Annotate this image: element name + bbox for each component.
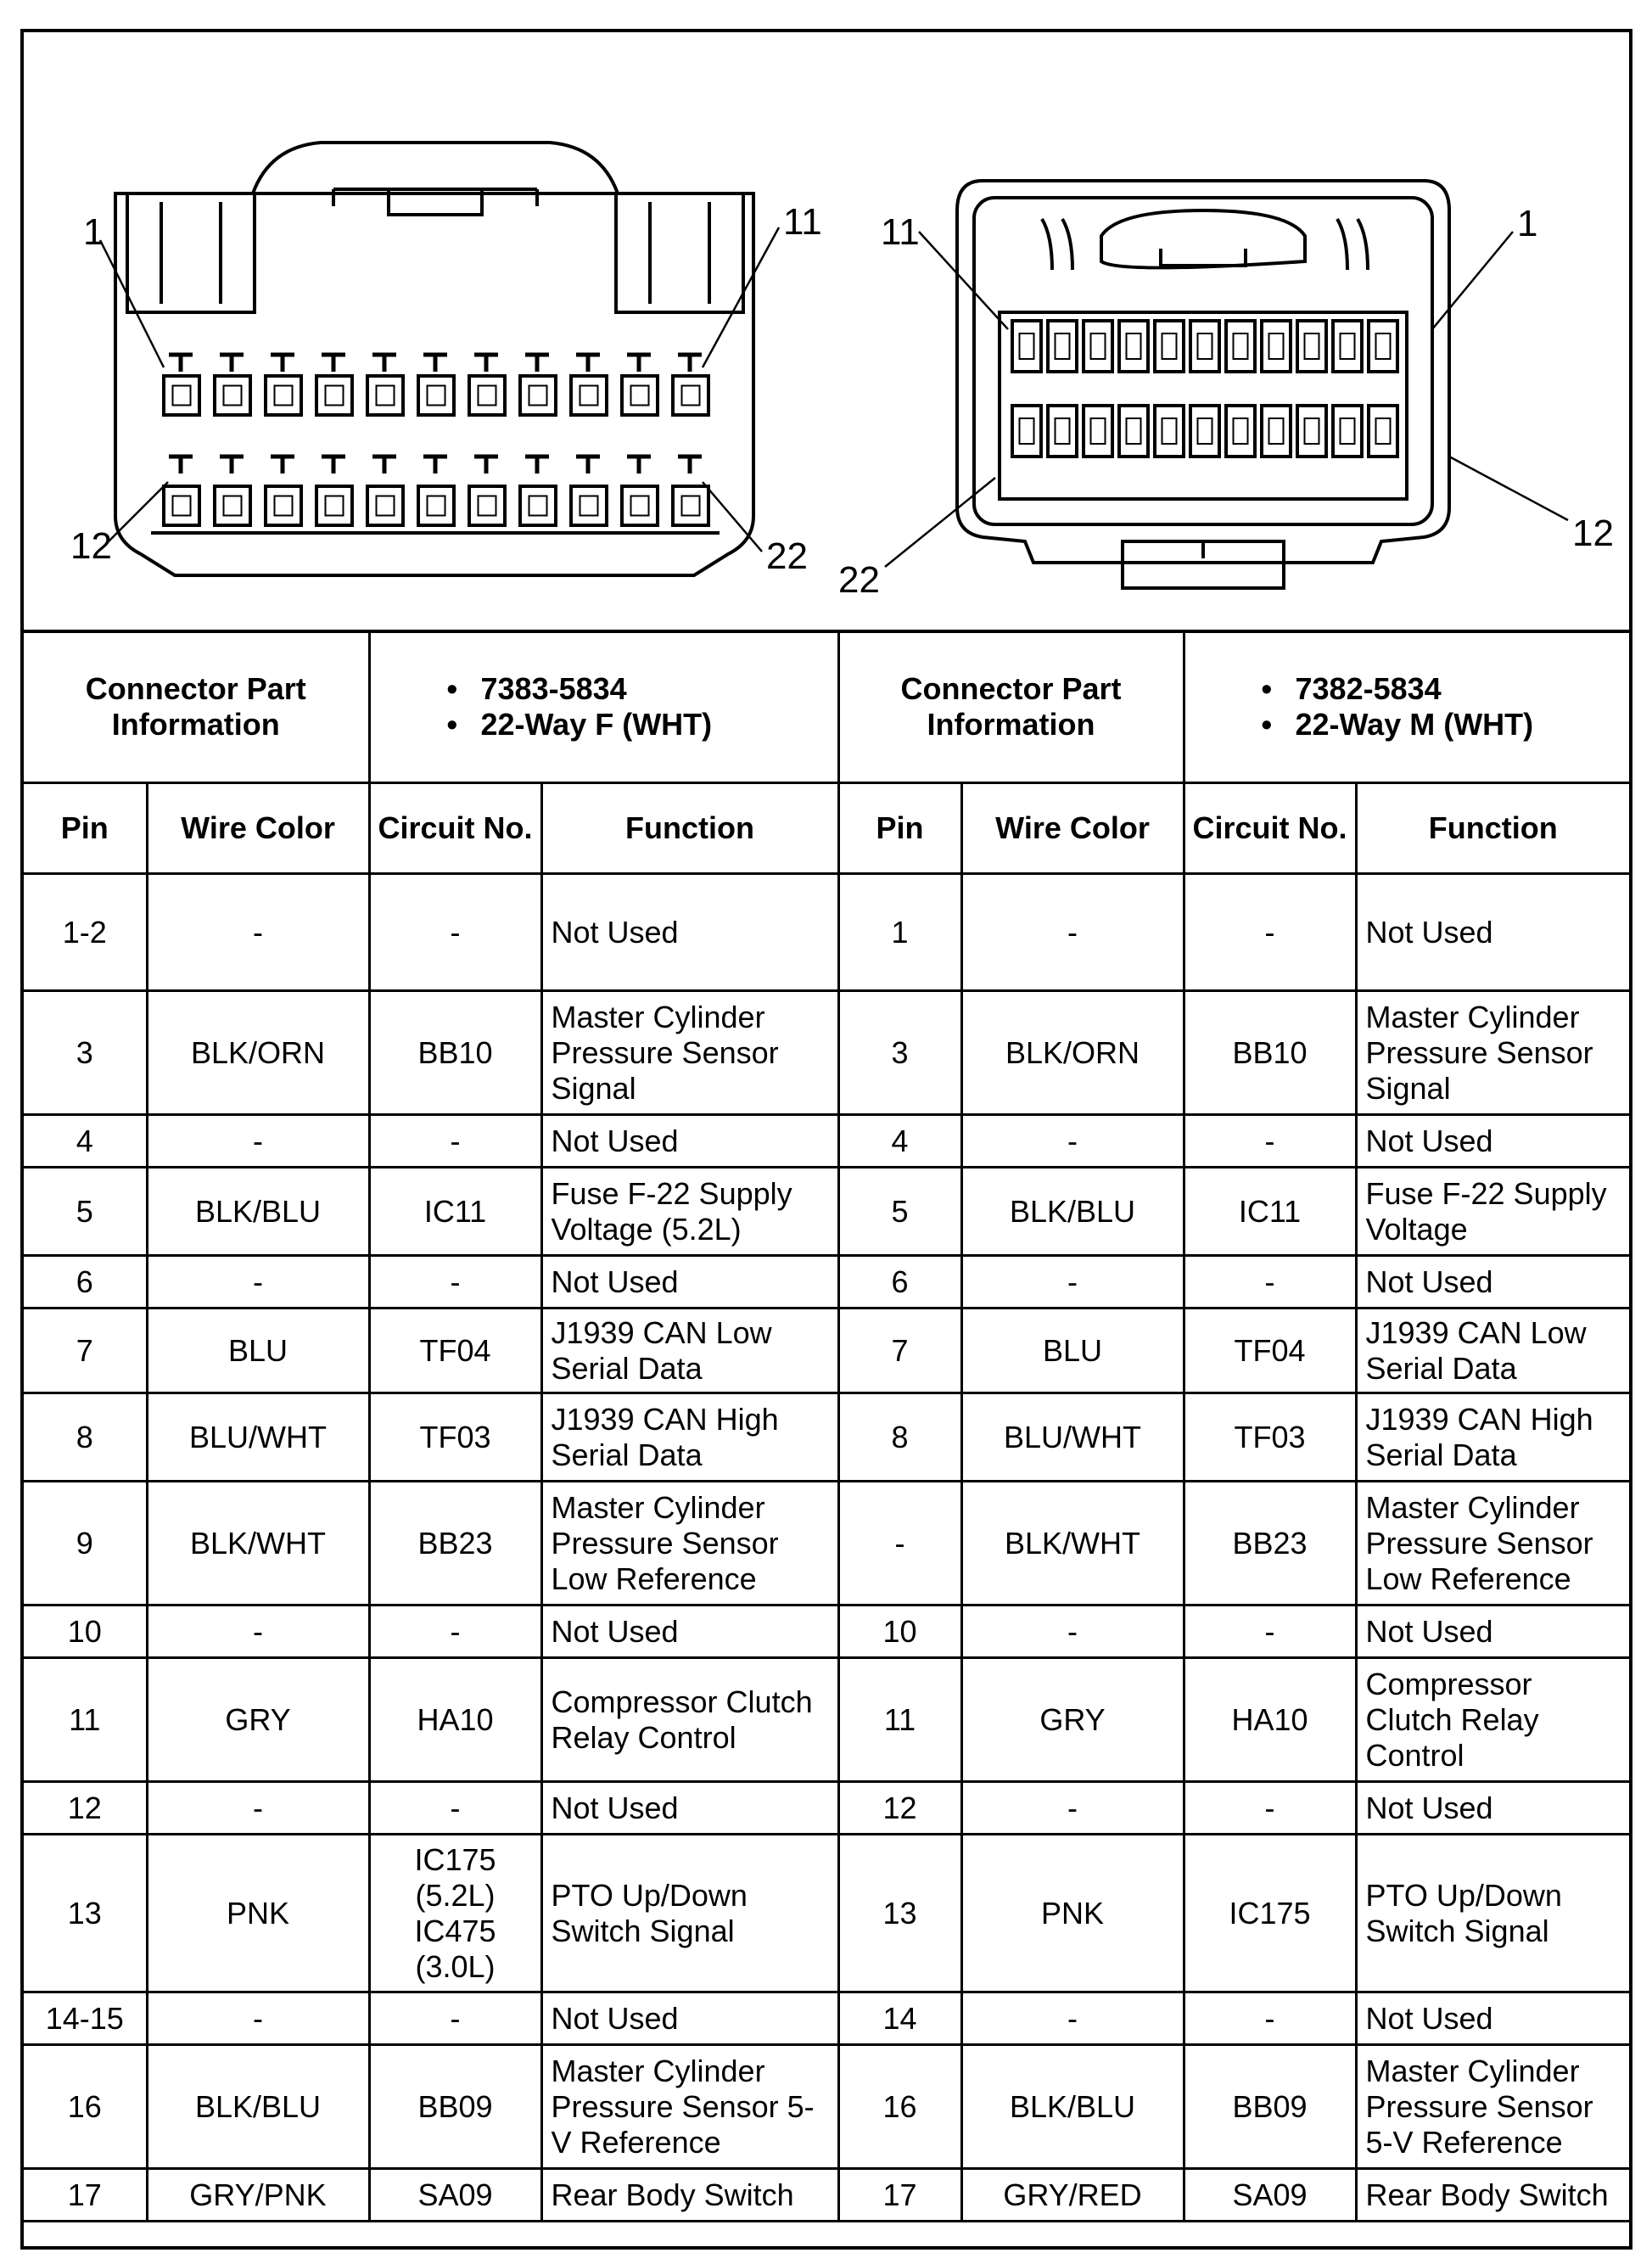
left-function-cell: Fuse F-22 Supply Voltage (5.2L) bbox=[541, 1168, 838, 1256]
col-header-pin: Pin bbox=[24, 783, 147, 874]
female-cavity-12-contact bbox=[173, 496, 191, 516]
left-wire-color-cell: BLK/BLU bbox=[147, 1168, 369, 1256]
left-function-cell: Not Used bbox=[541, 1256, 838, 1309]
col-header-wire-color: Wire Color bbox=[961, 783, 1184, 874]
left-circuit-cell: BB23 bbox=[369, 1482, 541, 1606]
left-circuit-cell: - bbox=[369, 1782, 541, 1835]
right-function-cell: Master Cylinder Pressure Sensor Signal bbox=[1356, 991, 1629, 1115]
female-cavity-21-contact bbox=[631, 496, 649, 516]
left-pin-cell: 1-2 bbox=[24, 874, 147, 991]
left-circuit-cell: TF03 bbox=[369, 1393, 541, 1482]
female-cavity-16-contact bbox=[377, 496, 395, 516]
female-latch-15 bbox=[322, 457, 345, 474]
left-function-cell: Not Used bbox=[541, 1606, 838, 1658]
male-cavity-19 bbox=[1119, 406, 1148, 457]
right-wire-color-cell: - bbox=[961, 874, 1184, 991]
left-function-cell: Not Used bbox=[541, 1782, 838, 1835]
col-header-function: Function bbox=[1356, 783, 1629, 874]
female-latch-16 bbox=[372, 457, 396, 474]
left-wire-color-cell: BLU/WHT bbox=[147, 1393, 369, 1482]
left-pin-cell: 3 bbox=[24, 991, 147, 1115]
male-cavity-18-contact bbox=[1162, 418, 1177, 444]
left-wire-color-cell: - bbox=[147, 1256, 369, 1309]
right-function-cell: Not Used bbox=[1356, 1782, 1629, 1835]
male-cavity-18 bbox=[1155, 406, 1184, 457]
male-cavity-1 bbox=[1369, 321, 1397, 372]
male-cavity-22-contact bbox=[1020, 418, 1034, 444]
table-row bbox=[24, 2045, 1629, 2169]
right-pin-cell: 5 bbox=[838, 1168, 961, 1256]
left-circuit-cell: SA09 bbox=[369, 2169, 541, 2222]
right-pin-cell: - bbox=[838, 1482, 961, 1606]
male-cavity-6-contact bbox=[1198, 333, 1212, 359]
callout-female-pin-1: 1 bbox=[83, 211, 104, 253]
left-pin-cell: 16 bbox=[24, 2045, 147, 2169]
table-row bbox=[24, 874, 1629, 991]
left-function-cell: Master Cylinder Pressure Sensor 5-V Reference bbox=[541, 2045, 838, 2169]
right-function-cell: Fuse F-22 Supply Voltage bbox=[1356, 1168, 1629, 1256]
male-callouts bbox=[885, 232, 1568, 567]
female-latch-10 bbox=[627, 355, 651, 372]
right-circuit-cell: BB10 bbox=[1184, 991, 1356, 1115]
male-cavity-5-contact bbox=[1234, 333, 1248, 359]
left-pin-cell: 6 bbox=[24, 1256, 147, 1309]
left-function-cell: PTO Up/Down Switch Signal bbox=[541, 1835, 838, 1992]
left-wire-color-cell: - bbox=[147, 1782, 369, 1835]
female-latch-17 bbox=[423, 457, 447, 474]
female-latch-8 bbox=[525, 355, 549, 372]
female-cavity-13 bbox=[215, 486, 250, 525]
right-wire-color-cell: BLK/WHT bbox=[961, 1482, 1184, 1606]
left-pin-cell: 17 bbox=[24, 2169, 147, 2222]
right-function-cell: J1939 CAN High Serial Data bbox=[1356, 1393, 1629, 1482]
right-wire-color-cell: BLK/BLU bbox=[961, 2045, 1184, 2169]
female-latch-5 bbox=[372, 355, 396, 372]
female-cavity-4-contact bbox=[326, 386, 344, 406]
table-row bbox=[24, 2169, 1629, 2222]
callout-male-pin-11: 11 bbox=[881, 211, 920, 253]
female-latch-1 bbox=[169, 355, 193, 372]
male-cavity-8 bbox=[1119, 321, 1148, 372]
male-cavity-17-contact bbox=[1198, 418, 1212, 444]
table-row bbox=[24, 991, 1629, 1115]
male-cavity-21 bbox=[1048, 406, 1077, 457]
table-row bbox=[24, 1992, 1629, 2045]
female-cavity-9-contact bbox=[580, 386, 598, 406]
left-pin-cell: 4 bbox=[24, 1115, 147, 1168]
right-pin-cell: 1 bbox=[838, 874, 961, 991]
right-wire-color-cell: - bbox=[961, 1606, 1184, 1658]
left-pin-cell: 13 bbox=[24, 1835, 147, 1992]
female-cavity-1 bbox=[164, 376, 199, 415]
column-header-row bbox=[24, 783, 1629, 874]
right-pin-cell: 17 bbox=[838, 2169, 961, 2222]
right-circuit-cell: BB09 bbox=[1184, 2045, 1356, 2169]
female-cavity-20 bbox=[571, 486, 607, 525]
female-cavity-16 bbox=[367, 486, 403, 525]
table-row bbox=[24, 1782, 1629, 1835]
male-cavity-2-contact bbox=[1341, 333, 1355, 359]
right-pin-cell: 12 bbox=[838, 1782, 961, 1835]
right-circuit-cell: BB23 bbox=[1184, 1482, 1356, 1606]
female-latch-20 bbox=[576, 457, 600, 474]
male-cavity-5 bbox=[1226, 321, 1255, 372]
right-wire-color-cell: GRY/RED bbox=[961, 2169, 1184, 2222]
left-wire-color-cell: - bbox=[147, 874, 369, 991]
female-cavity-11-contact bbox=[682, 386, 700, 406]
male-cavity-7 bbox=[1155, 321, 1184, 372]
female-cavity-2 bbox=[215, 376, 250, 415]
male-cavity-12-contact bbox=[1376, 418, 1391, 444]
female-latch-2 bbox=[220, 355, 244, 372]
left-function-cell: Not Used bbox=[541, 1992, 838, 2045]
male-cavity-11-contact bbox=[1020, 333, 1034, 359]
right-pin-cell: 13 bbox=[838, 1835, 961, 1992]
callout-male-pin-12: 12 bbox=[1572, 513, 1614, 554]
female-cavity-15-contact bbox=[326, 496, 344, 516]
pinout-table bbox=[24, 630, 1629, 2222]
table-row bbox=[24, 1256, 1629, 1309]
female-cavity-3-contact bbox=[275, 386, 293, 406]
female-cavity-17 bbox=[418, 486, 454, 525]
male-cavity-11 bbox=[1012, 321, 1041, 372]
female-cavity-21 bbox=[622, 486, 658, 525]
left-circuit-cell: HA10 bbox=[369, 1658, 541, 1782]
left-wire-color-cell: - bbox=[147, 1115, 369, 1168]
left-wire-color-cell: PNK bbox=[147, 1835, 369, 1992]
right-function-cell: Compressor Clutch Relay Control bbox=[1356, 1658, 1629, 1782]
male-connector-face bbox=[957, 181, 1449, 588]
connector-drawing bbox=[24, 32, 1629, 633]
right-circuit-cell: TF04 bbox=[1184, 1309, 1356, 1393]
left-function-cell: Master Cylinder Pressure Sensor Low Reference bbox=[541, 1482, 838, 1606]
female-cavity-12 bbox=[164, 486, 199, 525]
left-function-cell: J1939 CAN High Serial Data bbox=[541, 1393, 838, 1482]
right-pin-cell: 4 bbox=[838, 1115, 961, 1168]
left-circuit-cell: - bbox=[369, 1992, 541, 2045]
left-circuit-cell: TF04 bbox=[369, 1309, 541, 1393]
table-row bbox=[24, 1115, 1629, 1168]
right-pin-cell: 14 bbox=[838, 1992, 961, 2045]
right-wire-color-cell: BLU bbox=[961, 1309, 1184, 1393]
female-latch-14 bbox=[271, 457, 294, 474]
female-cavity-13-contact bbox=[224, 496, 242, 516]
left-pin-cell: 5 bbox=[24, 1168, 147, 1256]
male-cavity-16-contact bbox=[1234, 418, 1248, 444]
male-cavity-14-contact bbox=[1305, 418, 1319, 444]
female-cavity-18 bbox=[469, 486, 505, 525]
right-function-cell: Rear Body Switch bbox=[1356, 2169, 1629, 2222]
right-pin-cell: 7 bbox=[838, 1309, 961, 1393]
table-row bbox=[24, 1393, 1629, 1482]
right-circuit-cell: IC175 bbox=[1184, 1835, 1356, 1992]
male-cavity-20-contact bbox=[1091, 418, 1106, 444]
left-pin-cell: 9 bbox=[24, 1482, 147, 1606]
left-pin-cell: 7 bbox=[24, 1309, 147, 1393]
callout-female-pin-12: 12 bbox=[70, 525, 112, 567]
callout-female-pin-11: 11 bbox=[783, 201, 822, 243]
left-circuit-cell: IC175 (5.2L) IC475 (3.0L) bbox=[369, 1835, 541, 1992]
col-header-function: Function bbox=[541, 783, 838, 874]
male-cavity-7-contact bbox=[1162, 333, 1177, 359]
female-cavity-3 bbox=[266, 376, 301, 415]
left-part-number: • 7383-5834 bbox=[447, 671, 831, 707]
female-latch-11 bbox=[678, 355, 702, 372]
right-wire-color-cell: BLK/ORN bbox=[961, 991, 1184, 1115]
table-row bbox=[24, 1168, 1629, 1256]
connector-info-row bbox=[24, 631, 1629, 783]
left-function-cell: J1939 CAN Low Serial Data bbox=[541, 1309, 838, 1393]
left-function-cell: Not Used bbox=[541, 1115, 838, 1168]
right-circuit-cell: HA10 bbox=[1184, 1658, 1356, 1782]
left-circuit-cell: - bbox=[369, 1256, 541, 1309]
left-pin-cell: 14-15 bbox=[24, 1992, 147, 2045]
table-row bbox=[24, 1309, 1629, 1393]
female-latch-21 bbox=[627, 457, 651, 474]
female-cavity-8 bbox=[520, 376, 556, 415]
right-function-cell: Not Used bbox=[1356, 1256, 1629, 1309]
male-cavity-3 bbox=[1297, 321, 1326, 372]
left-wire-color-cell: BLU bbox=[147, 1309, 369, 1393]
right-pin-cell: 8 bbox=[838, 1393, 961, 1482]
female-latch-18 bbox=[474, 457, 498, 474]
male-cavity-2 bbox=[1333, 321, 1362, 372]
right-circuit-cell: - bbox=[1184, 1992, 1356, 2045]
left-circuit-cell: - bbox=[369, 1115, 541, 1168]
female-cavity-9 bbox=[571, 376, 607, 415]
left-circuit-cell: IC11 bbox=[369, 1168, 541, 1256]
male-cavity-9 bbox=[1084, 321, 1112, 372]
female-latch-22 bbox=[678, 457, 702, 474]
male-cavity-16 bbox=[1226, 406, 1255, 457]
male-cavity-1-contact bbox=[1376, 333, 1391, 359]
right-function-cell: Master Cylinder Pressure Sensor 5-V Reference bbox=[1356, 2045, 1629, 2169]
right-circuit-cell: SA09 bbox=[1184, 2169, 1356, 2222]
right-pin-cell: 6 bbox=[838, 1256, 961, 1309]
right-connector-info bbox=[1184, 631, 1629, 783]
right-wire-color-cell: GRY bbox=[961, 1658, 1184, 1782]
col-header-circuit: Circuit No. bbox=[369, 783, 541, 874]
male-cavity-22 bbox=[1012, 406, 1041, 457]
female-cavity-6 bbox=[418, 376, 454, 415]
right-function-cell: Not Used bbox=[1356, 874, 1629, 991]
right-function-cell: Not Used bbox=[1356, 1606, 1629, 1658]
female-cavity-18-contact bbox=[479, 496, 496, 516]
right-circuit-cell: IC11 bbox=[1184, 1168, 1356, 1256]
female-cavity-1-contact bbox=[173, 386, 191, 406]
female-latch-7 bbox=[474, 355, 498, 372]
female-cavity-14-contact bbox=[275, 496, 293, 516]
callout-female-pin-22: 22 bbox=[766, 535, 808, 577]
left-pin-cell: 8 bbox=[24, 1393, 147, 1482]
right-circuit-cell: - bbox=[1184, 1606, 1356, 1658]
female-cavity-22 bbox=[673, 486, 708, 525]
left-function-cell: Master Cylinder Pressure Sensor Signal bbox=[541, 991, 838, 1115]
callout-male-pin-1: 1 bbox=[1517, 203, 1538, 244]
male-cavity-8-contact bbox=[1127, 333, 1141, 359]
female-cavity-10 bbox=[622, 376, 658, 415]
female-latch-6 bbox=[423, 355, 447, 372]
male-cavity-21-contact bbox=[1056, 418, 1070, 444]
female-cavity-11 bbox=[673, 376, 708, 415]
male-cavity-9-contact bbox=[1091, 333, 1106, 359]
right-function-cell: PTO Up/Down Switch Signal bbox=[1356, 1835, 1629, 1992]
right-wire-color-cell: - bbox=[961, 1256, 1184, 1309]
male-cavity-20 bbox=[1084, 406, 1112, 457]
right-wire-color-cell: - bbox=[961, 1782, 1184, 1835]
table-row bbox=[24, 1482, 1629, 1606]
table-row bbox=[24, 1658, 1629, 1782]
right-circuit-cell: TF03 bbox=[1184, 1393, 1356, 1482]
right-pin-cell: 11 bbox=[838, 1658, 961, 1782]
connector-diagram bbox=[24, 32, 1629, 626]
left-wire-color-cell: BLK/BLU bbox=[147, 2045, 369, 2169]
col-header-wire-color: Wire Color bbox=[147, 783, 369, 874]
female-cavity-5-contact bbox=[377, 386, 395, 406]
male-cavity-12 bbox=[1369, 406, 1397, 457]
table-row bbox=[24, 1606, 1629, 1658]
female-connector-face bbox=[115, 143, 753, 575]
right-wire-color-cell: BLK/BLU bbox=[961, 1168, 1184, 1256]
female-cavity-6-contact bbox=[428, 386, 445, 406]
female-cavity-19 bbox=[520, 486, 556, 525]
female-latch-9 bbox=[576, 355, 600, 372]
male-cavity-13 bbox=[1333, 406, 1362, 457]
right-connector-label: Connector Part Information bbox=[838, 631, 1184, 783]
right-wire-color-cell: - bbox=[961, 1115, 1184, 1168]
female-latch-19 bbox=[525, 457, 549, 474]
male-cavity-4 bbox=[1262, 321, 1291, 372]
right-function-cell: Master Cylinder Pressure Sensor Low Reference bbox=[1356, 1482, 1629, 1606]
left-wire-color-cell: GRY bbox=[147, 1658, 369, 1782]
female-cavity-22-contact bbox=[682, 496, 700, 516]
right-circuit-cell: - bbox=[1184, 1256, 1356, 1309]
right-pin-cell: 16 bbox=[838, 2045, 961, 2169]
male-cavity-4-contact bbox=[1269, 333, 1284, 359]
left-circuit-cell: - bbox=[369, 874, 541, 991]
male-cavity-14 bbox=[1297, 406, 1326, 457]
left-wire-color-cell: GRY/PNK bbox=[147, 2169, 369, 2222]
right-wire-color-cell: BLU/WHT bbox=[961, 1393, 1184, 1482]
right-pin-cell: 3 bbox=[838, 991, 961, 1115]
pinout-sheet bbox=[20, 29, 1632, 2250]
right-pin-cell: 10 bbox=[838, 1606, 961, 1658]
female-cavity-19-contact bbox=[529, 496, 547, 516]
right-wire-color-cell: PNK bbox=[961, 1835, 1184, 1992]
female-cavity-7-contact bbox=[479, 386, 496, 406]
left-wire-color-cell: BLK/ORN bbox=[147, 991, 369, 1115]
female-latch-4 bbox=[322, 355, 345, 372]
right-circuit-cell: - bbox=[1184, 1782, 1356, 1835]
left-part-description: • 22-Way F (WHT) bbox=[447, 707, 831, 743]
callout-male-pin-22: 22 bbox=[838, 559, 880, 601]
left-circuit-cell: BB10 bbox=[369, 991, 541, 1115]
right-wire-color-cell: - bbox=[961, 1992, 1184, 2045]
table-row bbox=[24, 1835, 1629, 1992]
right-part-number: • 7382-5834 bbox=[1262, 671, 1623, 707]
left-function-cell: Rear Body Switch bbox=[541, 2169, 838, 2222]
right-function-cell: J1939 CAN Low Serial Data bbox=[1356, 1309, 1629, 1393]
male-cavity-19-contact bbox=[1127, 418, 1141, 444]
female-cavity-20-contact bbox=[580, 496, 598, 516]
male-cavity-13-contact bbox=[1341, 418, 1355, 444]
female-cavity-4 bbox=[316, 376, 352, 415]
left-wire-color-cell: BLK/WHT bbox=[147, 1482, 369, 1606]
male-cavity-3-contact bbox=[1305, 333, 1319, 359]
female-cavity-14 bbox=[266, 486, 301, 525]
female-cavity-7 bbox=[469, 376, 505, 415]
male-cavity-15-contact bbox=[1269, 418, 1284, 444]
left-function-cell: Compressor Clutch Relay Control bbox=[541, 1658, 838, 1782]
left-connector-info bbox=[369, 631, 838, 783]
male-cavity-15 bbox=[1262, 406, 1291, 457]
left-circuit-cell: BB09 bbox=[369, 2045, 541, 2169]
right-function-cell: Not Used bbox=[1356, 1992, 1629, 2045]
right-circuit-cell: - bbox=[1184, 1115, 1356, 1168]
left-connector-label: Connector Part Information bbox=[24, 631, 369, 783]
left-circuit-cell: - bbox=[369, 1606, 541, 1658]
male-cavity-10 bbox=[1048, 321, 1077, 372]
right-circuit-cell: - bbox=[1184, 874, 1356, 991]
male-cavity-10-contact bbox=[1056, 333, 1070, 359]
right-part-description: • 22-Way M (WHT) bbox=[1262, 707, 1623, 743]
left-wire-color-cell: - bbox=[147, 1992, 369, 2045]
female-cavity-5 bbox=[367, 376, 403, 415]
col-header-pin: Pin bbox=[838, 783, 961, 874]
female-cavity-17-contact bbox=[428, 496, 445, 516]
female-latch-12 bbox=[169, 457, 193, 474]
left-function-cell: Not Used bbox=[541, 874, 838, 991]
right-function-cell: Not Used bbox=[1356, 1115, 1629, 1168]
female-cavity-10-contact bbox=[631, 386, 649, 406]
left-wire-color-cell: - bbox=[147, 1606, 369, 1658]
left-pin-cell: 10 bbox=[24, 1606, 147, 1658]
male-cavity-6 bbox=[1190, 321, 1219, 372]
left-pin-cell: 11 bbox=[24, 1658, 147, 1782]
female-callouts bbox=[100, 227, 779, 552]
female-cavity-2-contact bbox=[224, 386, 242, 406]
female-cavity-15 bbox=[316, 486, 352, 525]
female-latch-13 bbox=[220, 457, 244, 474]
col-header-circuit: Circuit No. bbox=[1184, 783, 1356, 874]
female-cavity-8-contact bbox=[529, 386, 547, 406]
female-latch-3 bbox=[271, 355, 294, 372]
male-cavity-17 bbox=[1190, 406, 1219, 457]
left-pin-cell: 12 bbox=[24, 1782, 147, 1835]
